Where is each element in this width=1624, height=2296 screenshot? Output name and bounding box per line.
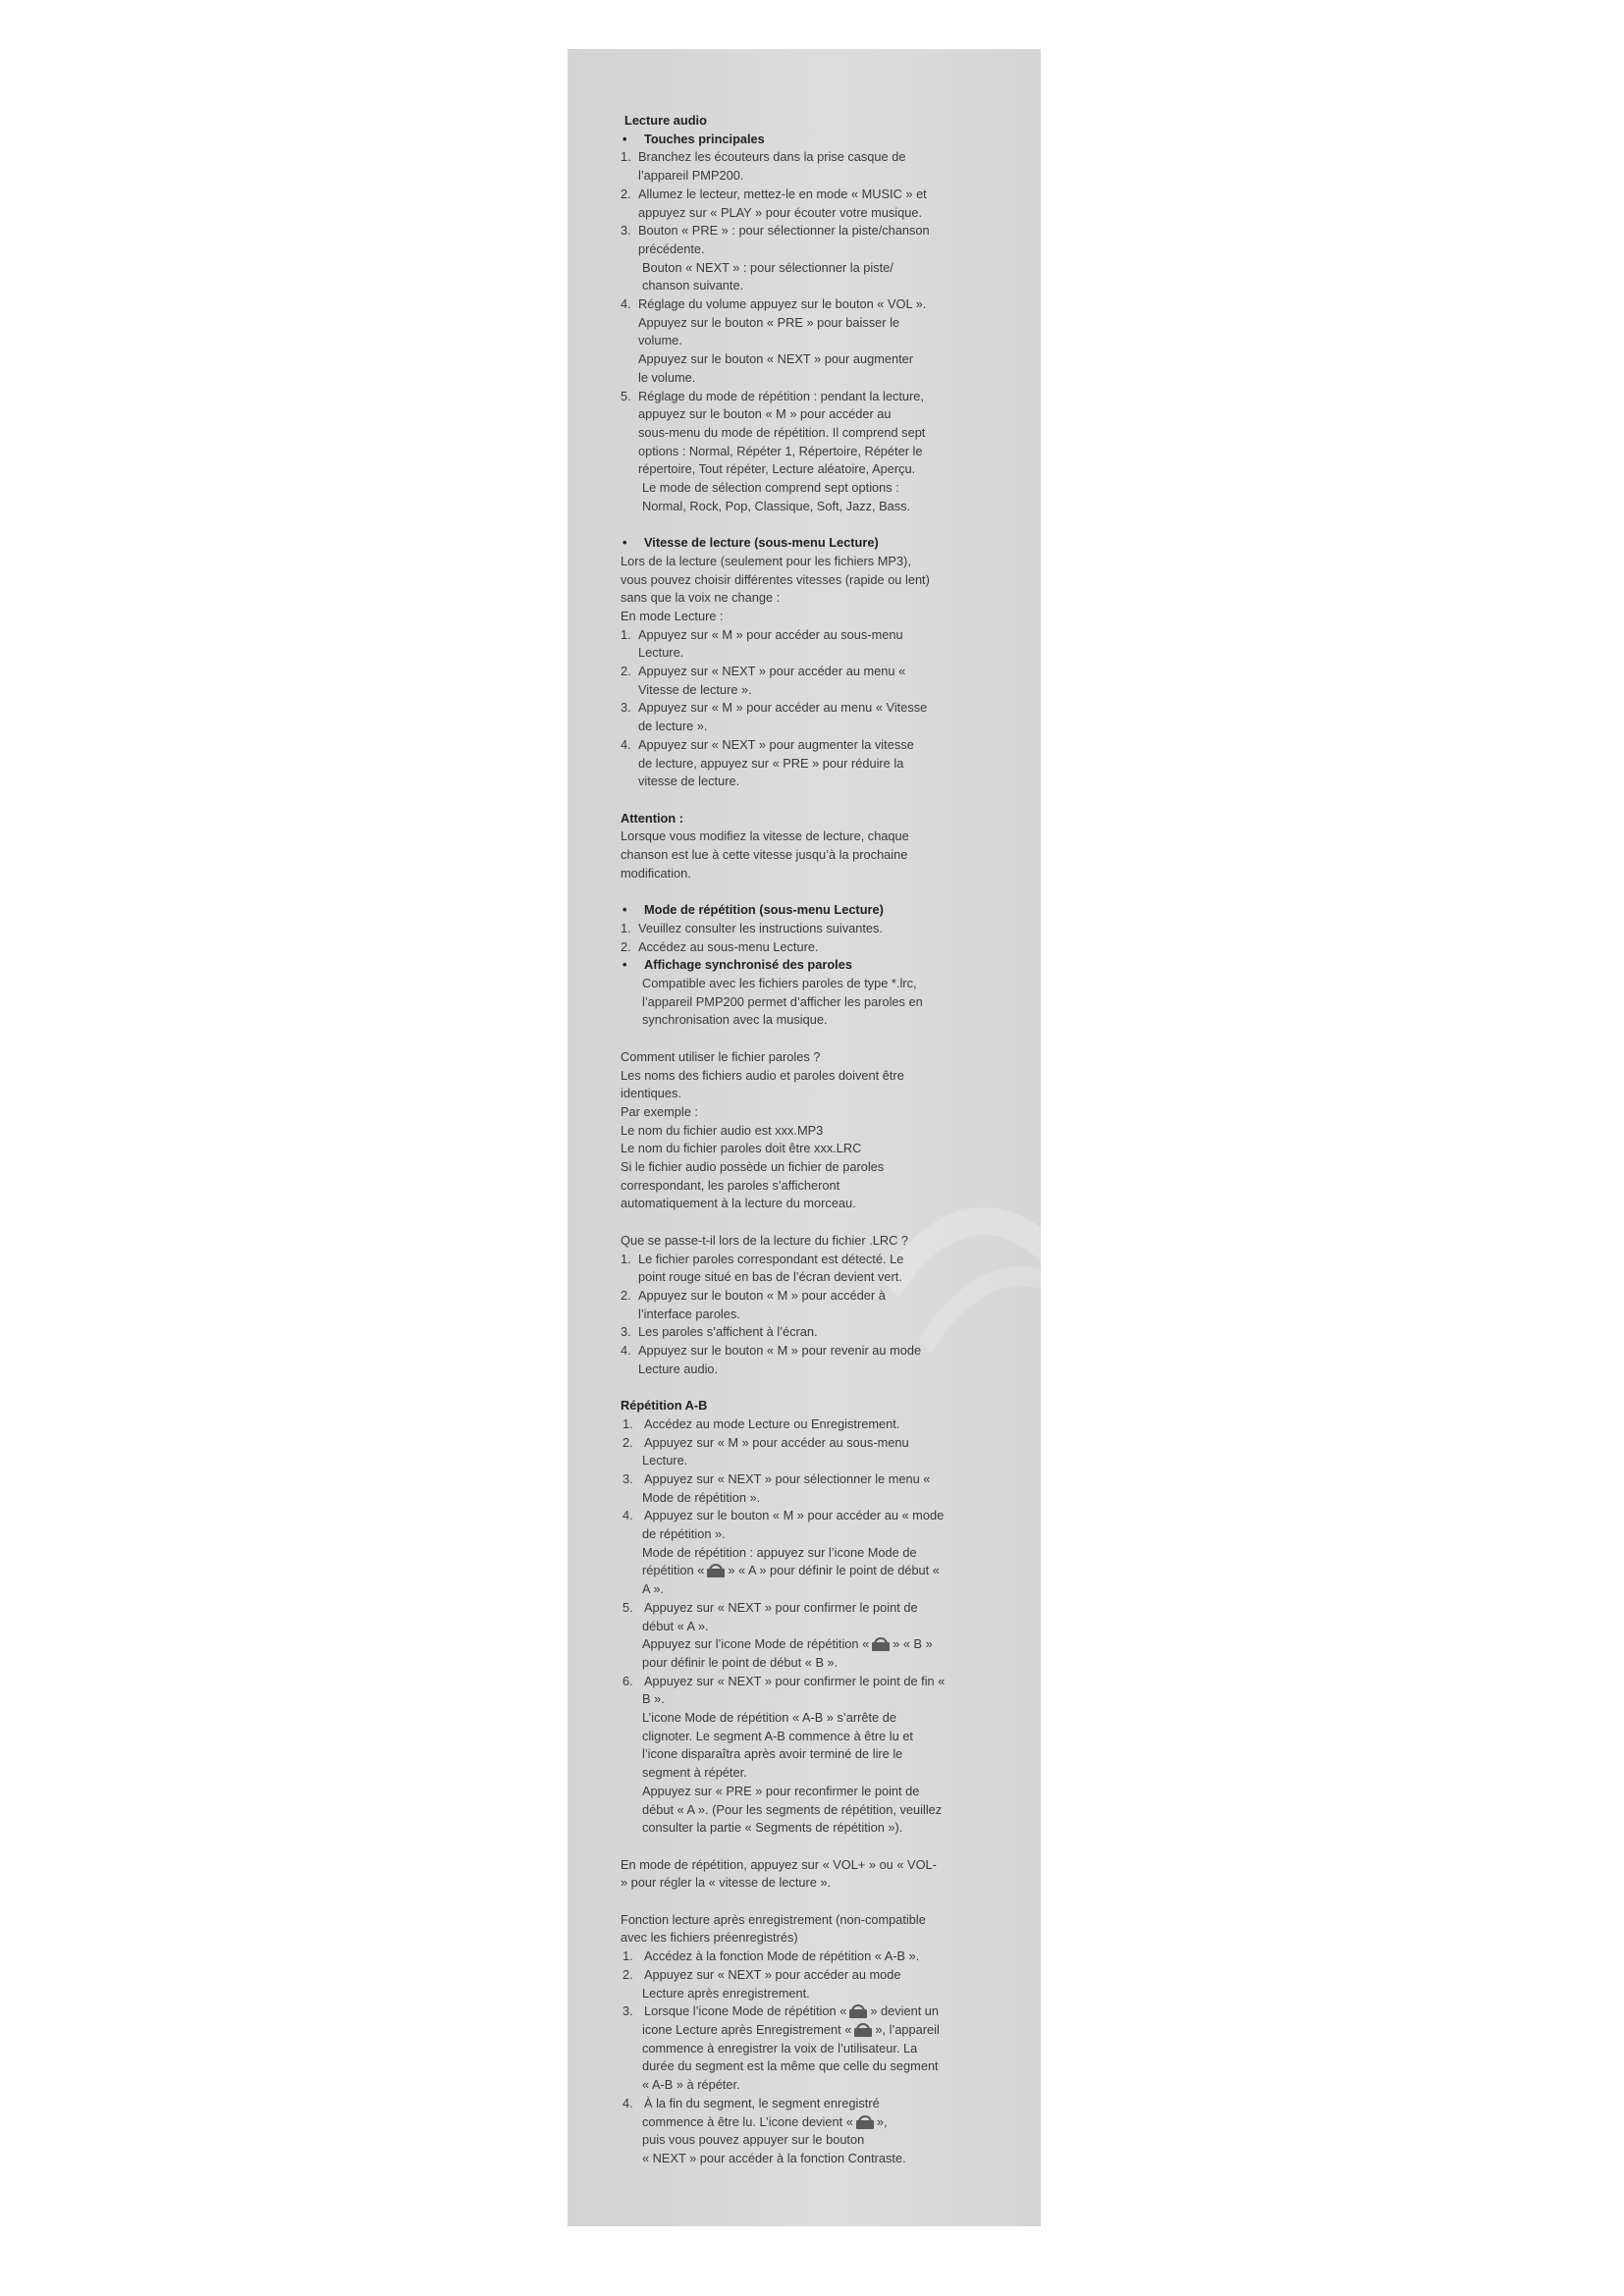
text-line: 2. Accédez au sous-menu Lecture. — [621, 938, 819, 954]
text-line: Par exemple : — [621, 1103, 698, 1119]
text-line: 5. Appuyez sur « NEXT » pour confirmer le point de — [623, 1599, 918, 1615]
text-line: 1. Le fichier paroles correspondant est détecté. Le — [621, 1251, 904, 1266]
text-line: Lecture après enregistrement. — [642, 1985, 810, 2001]
text-line: L’icone Mode de répétition « A-B » s’arrête de — [642, 1710, 896, 1726]
text-line: Le nom du fichier audio est xxx.MP3 — [621, 1122, 824, 1138]
repeat-b-icon — [870, 1637, 892, 1651]
text-line: l’icone disparaîtra après avoir terminé de lire le — [642, 1746, 903, 1762]
text-line: Vitesse de lecture ». — [638, 681, 752, 697]
text-line: le volume. — [638, 369, 696, 385]
text-line: 1. Appuyez sur « M » pour accéder au sous-menu — [621, 626, 903, 642]
text-line: 2. Appuyez sur « NEXT » pour accéder au menu « — [621, 664, 906, 679]
text-line: appuyez sur le bouton « M » pour accéder au — [638, 406, 892, 422]
text-line: 1. Accédez au mode Lecture ou Enregistrement. — [623, 1415, 900, 1431]
text-line: commence à enregistrer la voix de l’utilisateur. La — [642, 2040, 918, 2056]
subheading-vitesse: • Vitesse de lecture (sous-menu Lecture) — [623, 535, 879, 551]
subheading-mode-repetition: • Mode de répétition (sous-menu Lecture) — [623, 902, 884, 918]
text-line: répétition « » « A » pour définir le point de début « — [642, 1563, 940, 1578]
text-line: Normal, Rock, Pop, Classique, Soft, Jazz, Bass. — [642, 498, 911, 513]
text-line: de lecture, appuyez sur « PRE » pour réduire la — [638, 755, 904, 771]
text-line: début « A ». — [642, 1618, 709, 1633]
text-line: Lecture audio. — [638, 1361, 719, 1376]
text-line: Si le fichier audio possède un fichier de paroles — [621, 1159, 885, 1175]
repeat-ab-icon — [847, 2004, 869, 2018]
text-line: point rouge situé en bas de l’écran devient vert. — [638, 1269, 902, 1285]
text-line: En mode Lecture : — [621, 608, 724, 623]
text-line: consulter la partie « Segments de répétition »). — [642, 1820, 903, 1836]
text-line: Mode de répétition ». — [642, 1489, 761, 1505]
text-line: Bouton « NEXT » : pour sélectionner la piste/ — [642, 259, 893, 275]
text-line: synchronisation avec la musique. — [642, 1012, 828, 1028]
text-line: répertoire, Tout répéter, Lecture aléatoire, Aperçu. — [638, 461, 916, 477]
text-line: Lecture. — [638, 645, 684, 661]
text-line: Comment utiliser le fichier paroles ? — [621, 1048, 821, 1064]
heading-repetition-ab: Répétition A-B — [621, 1398, 708, 1414]
text-line: l’appareil PMP200 permet d’afficher les paroles en — [642, 993, 923, 1009]
manual-page — [568, 49, 1041, 2226]
text-line: 2. Appuyez sur « NEXT » pour accéder au mode — [623, 1966, 901, 1982]
text-line: 2. Appuyez sur « M » pour accéder au sous-menu — [623, 1434, 909, 1450]
text-line: « A-B » à répéter. — [642, 2077, 740, 2093]
text-line: 6. Appuyez sur « NEXT » pour confirmer le point de fin « — [623, 1673, 946, 1688]
text-line: de répétition ». — [642, 1526, 726, 1542]
text-line: 4. Appuyez sur le bouton « M » pour accéder au « mode — [623, 1508, 945, 1523]
text-line: pour définir le point de début « B ». — [642, 1654, 839, 1670]
text-line: chanson est lue à cette vitesse jusqu’à la prochaine — [621, 847, 908, 863]
text-line: En mode de répétition, appuyez sur « VOL+ » ou « VOL- — [621, 1856, 937, 1872]
heading-attention: Attention : — [621, 810, 683, 826]
text-line: vitesse de lecture. — [638, 774, 740, 789]
text-line: puis vous pouvez appuyer sur le bouton — [642, 2132, 865, 2148]
text-line: Fonction lecture après enregistrement (non-compatible — [621, 1911, 926, 1927]
text-line: 3. Appuyez sur « NEXT » pour sélectionner le menu « — [623, 1470, 931, 1486]
text-line: Le nom du fichier paroles doit être xxx.LRC — [621, 1141, 862, 1156]
text-line: Compatible avec les fichiers paroles de type *.lrc, — [642, 976, 917, 990]
text-line: sous-menu du mode de répétition. Il comprend sept — [638, 424, 926, 440]
text-line: 3. Appuyez sur « M » pour accéder au menu « Vitesse — [621, 700, 928, 716]
text-line: 4. Appuyez sur « NEXT » pour augmenter la vitesse — [621, 736, 914, 752]
text-line: Appuyez sur le bouton « PRE » pour baisser le — [638, 314, 900, 330]
section-title-lecture-audio: Lecture audio — [624, 113, 707, 128]
text-line: de lecture ». — [638, 719, 708, 734]
text-line: 3. Bouton « PRE » : pour sélectionner la piste/chanson — [621, 223, 930, 239]
repeat-ab-icon — [705, 1564, 727, 1577]
text-line: 4. Réglage du volume appuyez sur le bouton « VOL ». — [621, 296, 927, 312]
text-line: précédente. — [638, 240, 705, 256]
text-line: vous pouvez choisir différentes vitesses (rapide ou lent) — [621, 571, 930, 587]
text-line: » pour régler la « vitesse de lecture ». — [621, 1875, 832, 1891]
text-line: Appuyez sur l’icone Mode de répétition « » « B » — [642, 1636, 933, 1652]
text-line: chanson suivante. — [642, 278, 744, 294]
text-line: Mode de répétition : appuyez sur l’icone Mode de — [642, 1544, 917, 1560]
text-line: durée du segment est la même que celle du segment — [642, 2058, 939, 2074]
text-line: Que se passe-t-il lors de la lecture du fichier .LRC ? — [621, 1232, 909, 1248]
text-line: « NEXT » pour accéder à la fonction Contraste. — [642, 2150, 906, 2165]
text-line: Lecture. — [642, 1453, 688, 1468]
text-line: l’interface paroles. — [638, 1306, 740, 1321]
text-line: 4. Appuyez sur le bouton « M » pour revenir au mode — [621, 1343, 922, 1359]
text-line: correspondant, les paroles s’afficheront — [621, 1177, 840, 1193]
text-line: automatiquement à la lecture du morceau. — [621, 1196, 856, 1211]
text-line: 1. Veuillez consulter les instructions suivantes. — [621, 920, 883, 935]
text-line: l’appareil PMP200. — [638, 168, 744, 184]
text-line: avec les fichiers préenregistrés) — [621, 1930, 798, 1946]
text-line: 1. Accédez à la fonction Mode de répétition « A-B ». — [623, 1949, 920, 1964]
text-line: commence à être lu. L’icone devient « », — [642, 2113, 888, 2129]
text-line: volume. — [638, 333, 682, 348]
text-line: Le mode de sélection comprend sept options : — [642, 480, 899, 496]
text-line: A ». — [642, 1581, 665, 1597]
text-line: segment à répéter. — [642, 1765, 747, 1781]
text-line: Les noms des fichiers audio et paroles doivent être — [621, 1067, 904, 1083]
text-line: Appuyez sur le bouton « NEXT » pour augmenter — [638, 351, 914, 367]
text-line: Appuyez sur « PRE » pour reconfirmer le point de — [642, 1783, 920, 1798]
text-line: modification. — [621, 865, 691, 881]
text-line: identiques. — [621, 1086, 681, 1101]
text-line: B ». — [642, 1691, 665, 1707]
text-line: 3. Lorsque l’icone Mode de répétition « » devient un — [623, 2003, 940, 2019]
text-line: clignoter. Le segment A-B commence à être lu et — [642, 1728, 913, 1743]
text-line: sans que la voix ne change : — [621, 590, 781, 606]
text-line: appuyez sur « PLAY » pour écouter votre musique. — [638, 204, 923, 220]
text-line: 2. Appuyez sur le bouton « M » pour accéder à — [621, 1287, 886, 1303]
text-line: Lors de la lecture (seulement pour les fichiers MP3), — [621, 553, 911, 568]
text-line: 4. À la fin du segment, le segment enregistré — [623, 2095, 880, 2110]
subheading-affichage-paroles: • Affichage synchronisé des paroles — [623, 957, 852, 973]
text-line: Lorsque vous modifiez la vitesse de lecture, chaque — [621, 828, 909, 844]
manual-text — [621, 112, 1013, 2168]
text-line: 5. Réglage du mode de répétition : pendant la lecture, — [621, 388, 924, 403]
text-line: icone Lecture après Enregistrement « », l’appareil — [642, 2022, 940, 2037]
text-line: 2. Allumez le lecteur, mettez-le en mode « MUSIC » et — [621, 186, 927, 201]
subheading-touches: • Touches principales — [623, 131, 765, 146]
text-line: options : Normal, Répéter 1, Répertoire, Répéter le — [638, 443, 923, 458]
text-line: 1. Branchez les écouteurs dans la prise casque de — [621, 149, 906, 165]
record-play-icon — [852, 2023, 874, 2037]
text-line: début « A ». (Pour les segments de répétition, veuillez — [642, 1801, 943, 1817]
text-line: 3. Les paroles s’affichent à l’écran. — [621, 1324, 818, 1340]
repeat-ab-icon — [854, 2115, 876, 2129]
